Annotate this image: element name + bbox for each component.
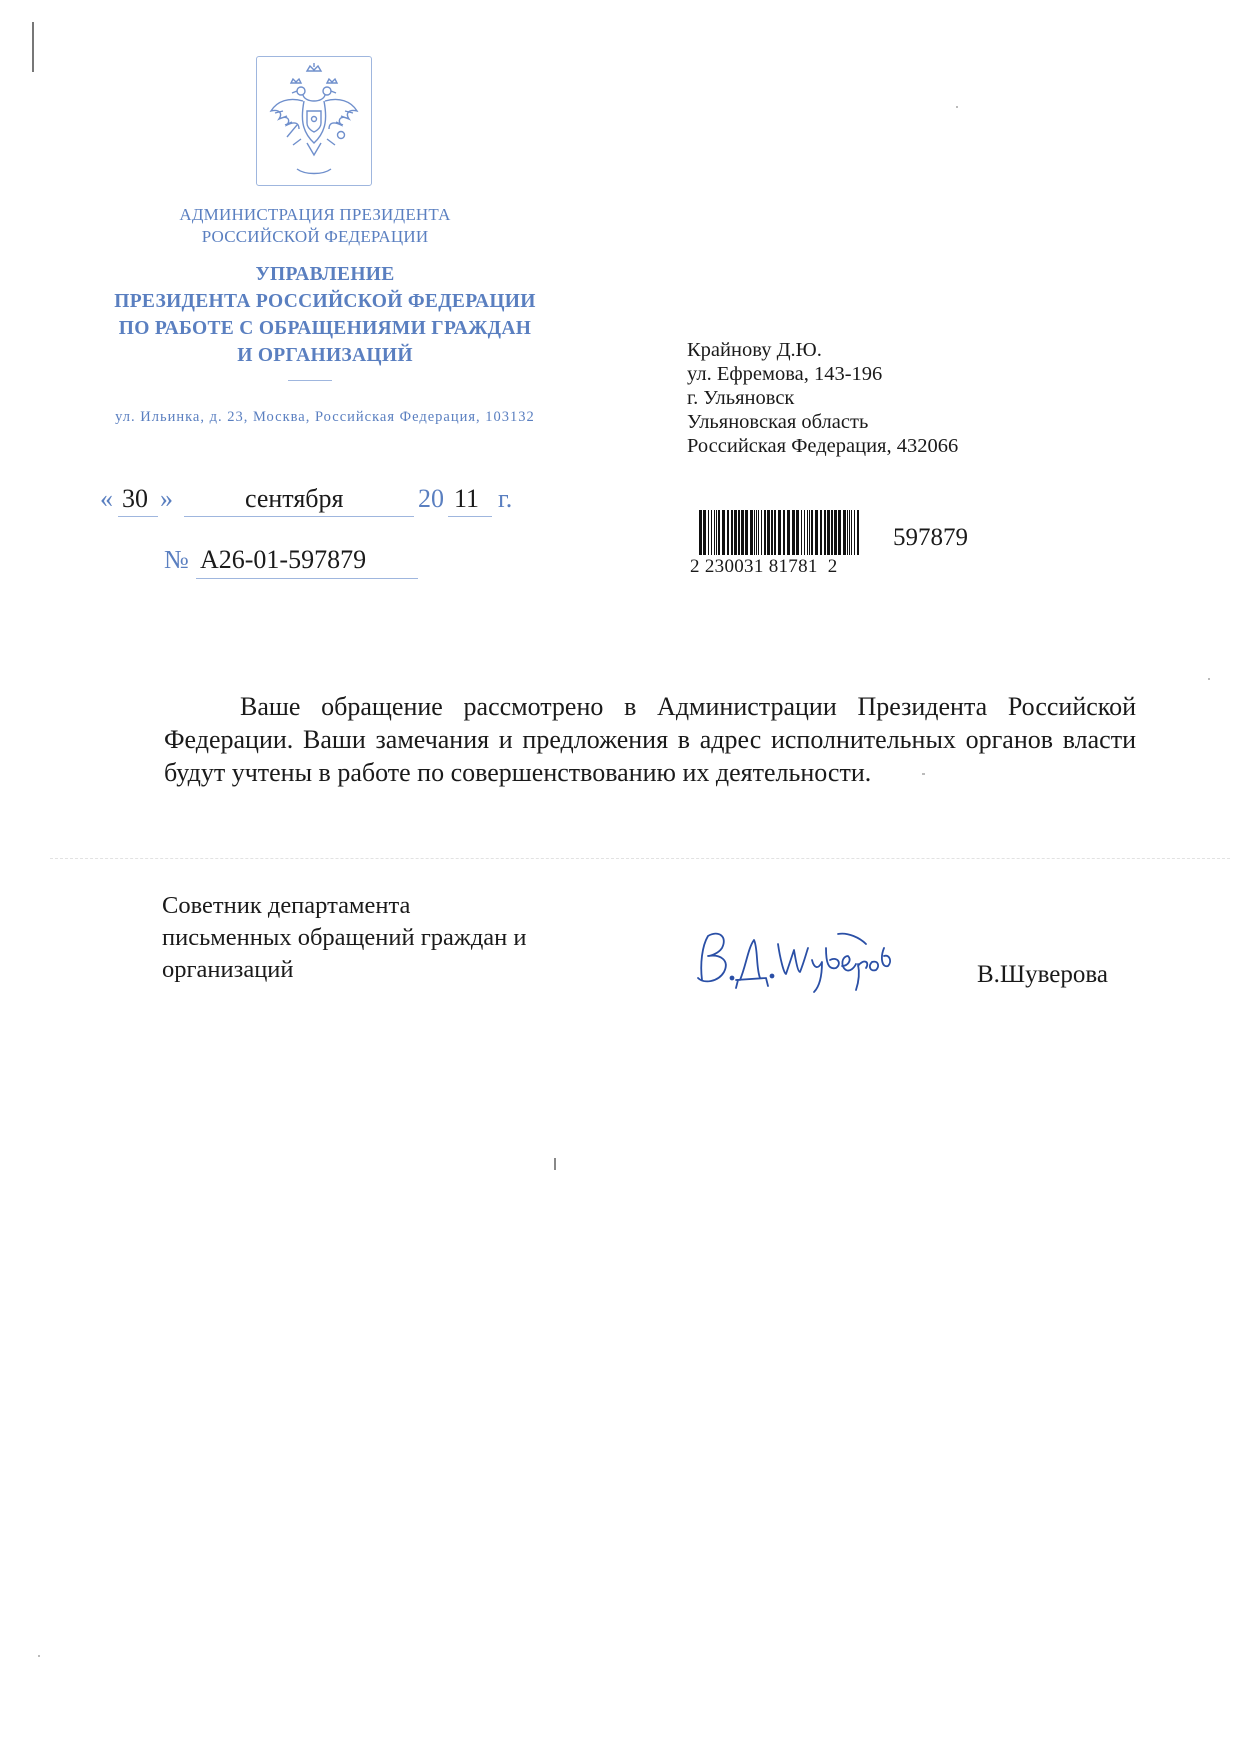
signatory-title-line2: письменных обращений граждан и: [162, 924, 527, 951]
barcode-bar: [854, 510, 855, 555]
scan-artifact: [922, 773, 925, 775]
department-line2: ПРЕЗИДЕНТА РОССИЙСКОЙ ФЕДЕРАЦИИ: [114, 291, 536, 312]
barcode-bar: [792, 510, 795, 555]
recipient-city: г. Ульяновск: [687, 387, 795, 409]
barcode-bar: [849, 510, 850, 555]
barcode-bar: [741, 510, 744, 555]
fold-line: [50, 858, 1230, 859]
department-line3: ПО РАБОТЕ С ОБРАЩЕНИЯМИ ГРАЖДАН: [118, 318, 532, 339]
reference-number: А26-01-597879: [200, 545, 367, 574]
signatory-name: В.Шуверова: [977, 961, 1108, 988]
recipient-address-block: [687, 338, 958, 458]
signatory-title-line3: организаций: [162, 956, 294, 983]
barcode-bar: [703, 510, 706, 555]
barcode-icon: [699, 510, 861, 555]
recipient-region: Ульяновская область: [687, 411, 869, 433]
russian-coat-of-arms-icon: [257, 57, 371, 185]
signatory-title: [162, 890, 527, 986]
barcode-bar: [731, 510, 733, 555]
letterhead-divider: [288, 380, 332, 381]
date-day-underline: [118, 516, 158, 517]
barcode-bar: [851, 510, 852, 555]
barcode-bar: [734, 510, 737, 555]
scan-artifact: [38, 1655, 40, 1657]
reference-underline: [196, 578, 418, 579]
barcode-bar: [708, 510, 709, 555]
org-name-line1: АДМИНИСТРАЦИЯ ПРЕЗИДЕНТА: [179, 205, 451, 224]
scan-artifact: [32, 22, 34, 72]
date-month-underline: [184, 516, 414, 517]
barcode-bar: [716, 510, 717, 555]
barcode-bar: [764, 510, 766, 555]
barcode-bar: [699, 510, 702, 555]
date-close-quote: »: [160, 484, 173, 513]
date-year-prefix: 20: [418, 484, 444, 513]
barcode-bar: [809, 510, 810, 555]
barcode-bar: [718, 510, 720, 555]
barcode-bar: [722, 510, 725, 555]
date-open-quote: «: [100, 484, 113, 513]
date-year-marker: г.: [498, 484, 513, 513]
date-month: сентября: [245, 484, 344, 513]
signature-icon: [688, 918, 900, 996]
barcode-bar: [787, 510, 790, 555]
barcode-bar: [778, 510, 781, 555]
barcode-bar: [843, 510, 846, 555]
recipient-country-zip: Российская Федерация, 432066: [687, 435, 959, 457]
barcode-bar: [774, 510, 776, 555]
barcode-bar: [767, 510, 770, 555]
letter-body: [164, 690, 1136, 789]
barcode-bar: [824, 510, 826, 555]
letter-body-paragraph: Ваше обращение рассмотрено в Администрации Президента Российской Федерации. Ваши замечания и предложения в адрес исполнительных органов власти будут учтены в работе по совершенствованию их деятельности.: [164, 692, 1136, 787]
barcode-bar: [711, 510, 712, 555]
barcode-bar: [783, 510, 785, 555]
sender-address: ул. Ильинка, д. 23, Москва, Российская Федерация, 103132: [115, 409, 535, 425]
signatory-title-line1: Советник департамента: [162, 892, 411, 919]
barcode-bar: [827, 510, 830, 555]
department-line1: УПРАВЛЕНИЕ: [255, 264, 395, 285]
handwritten-signature: [688, 918, 900, 996]
barcode-bar: [714, 510, 715, 555]
department-line4: И ОРГАНИЗАЦИЙ: [237, 345, 413, 366]
barcode-bar: [745, 510, 748, 555]
barcode-bar: [831, 510, 833, 555]
scan-artifact: [1208, 678, 1210, 680]
barcode-number: 597879: [893, 524, 968, 551]
barcode: [699, 510, 861, 555]
barcode-bar: [847, 510, 848, 555]
barcode-bar: [804, 510, 805, 555]
barcode-bar: [838, 510, 841, 555]
barcode-bar: [815, 510, 818, 555]
scan-artifact: [956, 106, 958, 108]
recipient-street: ул. Ефремова, 143-196: [687, 363, 883, 385]
barcode-bar: [801, 510, 802, 555]
barcode-bar: [758, 510, 759, 555]
date-year-suffix: 11: [454, 484, 480, 513]
scan-artifact: [554, 1158, 556, 1170]
recipient-name: Крайнову Д.Ю.: [687, 339, 822, 361]
barcode-bar: [811, 510, 813, 555]
coat-of-arms-emblem: [256, 56, 372, 186]
barcode-bar: [771, 510, 773, 555]
barcode-bar: [761, 510, 762, 555]
barcode-bar: [756, 510, 757, 555]
barcode-bar: [727, 510, 729, 555]
barcode-digits: 2 230031 81781 2: [690, 556, 838, 577]
barcode-bar: [738, 510, 740, 555]
org-name-line2: РОССИЙСКОЙ ФЕДЕРАЦИИ: [201, 227, 429, 246]
number-sign: №: [164, 545, 189, 574]
barcode-bar: [750, 510, 753, 555]
date-day: 30: [122, 484, 148, 513]
barcode-bar: [754, 510, 755, 555]
barcode-bar: [834, 510, 837, 555]
barcode-bar: [807, 510, 808, 555]
barcode-bar: [820, 510, 822, 555]
barcode-bar: [857, 510, 859, 555]
date-year-underline: [448, 516, 492, 517]
barcode-bar: [796, 510, 799, 555]
